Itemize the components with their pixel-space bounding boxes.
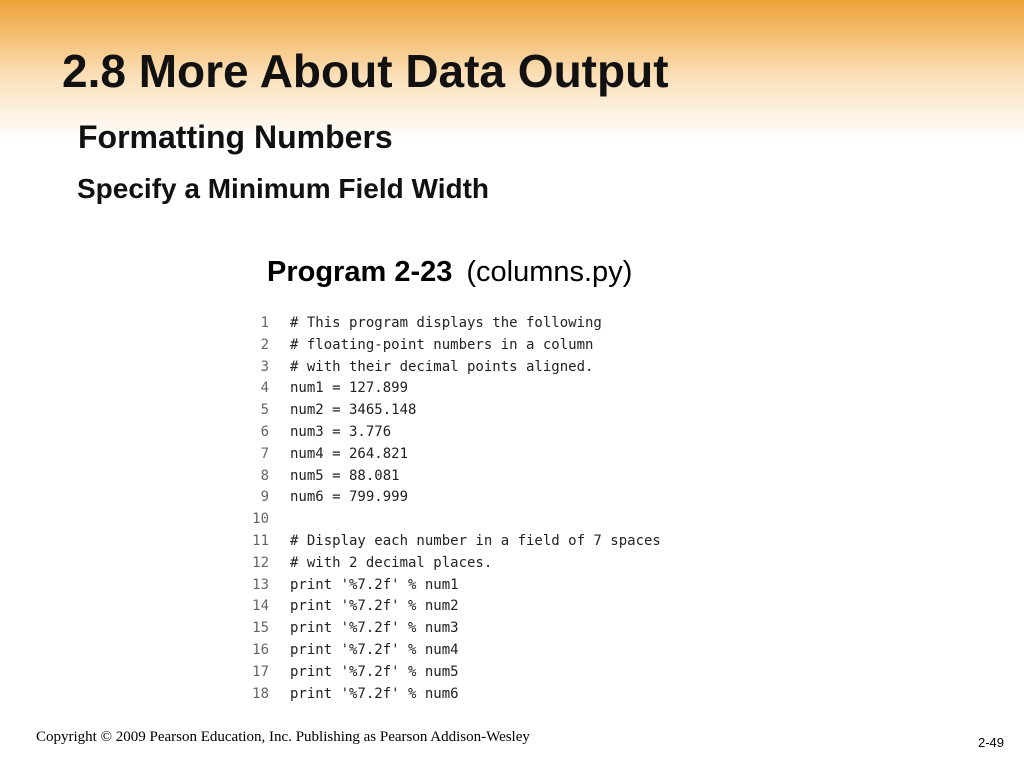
copyright-notice: Copyright © 2009 Pearson Education, Inc. Publishing as Pearson Addison-Wesley xyxy=(36,729,530,745)
line-number: 6 xyxy=(260,423,269,440)
code-line xyxy=(249,422,769,444)
slide-title: 2.8 More About Data Output xyxy=(62,45,669,97)
line-text: # floating-point numbers in a column xyxy=(290,336,594,353)
line-number: 16 xyxy=(252,641,269,658)
line-number: 18 xyxy=(252,685,269,702)
slide-point: Specify a Minimum Field Width xyxy=(77,173,490,204)
code-line xyxy=(249,553,769,575)
line-number: 12 xyxy=(252,554,269,571)
line-text: print '%7.2f' % num4 xyxy=(290,641,459,658)
code-line xyxy=(249,400,769,422)
page-number: 2-49 xyxy=(977,735,1004,750)
line-text: num4 = 264.821 xyxy=(290,445,409,462)
program-caption xyxy=(267,256,632,289)
code-line xyxy=(249,509,769,531)
code-line xyxy=(249,487,769,509)
line-text: print '%7.2f' % num3 xyxy=(290,620,459,637)
line-text: num6 = 799.999 xyxy=(290,489,409,506)
program-file: (columns.py) xyxy=(466,256,633,288)
line-text: # This program displays the following xyxy=(290,315,602,331)
line-text: # Display each number in a field of 7 spaces xyxy=(290,532,661,549)
code-line xyxy=(249,313,769,335)
line-number: 9 xyxy=(260,489,269,506)
code-line xyxy=(249,618,769,640)
line-text: # with their decimal points aligned. xyxy=(290,358,594,375)
line-number: 8 xyxy=(260,467,269,484)
code-line xyxy=(249,444,769,466)
code-line xyxy=(249,357,769,379)
line-number: 7 xyxy=(260,445,269,462)
line-number: 14 xyxy=(252,598,269,615)
line-text: # with 2 decimal places. xyxy=(290,554,493,571)
code-line xyxy=(249,662,769,684)
line-number: 11 xyxy=(252,532,269,549)
line-number: 1 xyxy=(260,315,269,331)
code-line xyxy=(249,378,769,400)
line-number: 15 xyxy=(252,620,269,637)
line-number: 10 xyxy=(252,511,269,528)
program-label: Program 2-23 xyxy=(267,256,453,288)
line-text: num1 = 127.899 xyxy=(290,380,409,397)
line-number: 3 xyxy=(260,358,269,375)
code-listing xyxy=(249,313,769,705)
line-number: 2 xyxy=(260,336,269,353)
line-text: num5 = 88.081 xyxy=(290,467,400,484)
line-text: print '%7.2f' % num6 xyxy=(290,685,459,702)
code-line xyxy=(249,640,769,662)
line-text: print '%7.2f' % num2 xyxy=(290,598,459,615)
line-text: print '%7.2f' % num5 xyxy=(290,663,459,680)
code-line xyxy=(249,531,769,553)
line-text: num2 = 3465.148 xyxy=(290,402,417,419)
line-number: 13 xyxy=(252,576,269,593)
line-number: 5 xyxy=(260,402,269,419)
code-line xyxy=(249,684,769,706)
line-number: 4 xyxy=(260,380,269,397)
code-line xyxy=(249,466,769,488)
line-text: num3 = 3.776 xyxy=(290,423,392,440)
code-line xyxy=(249,335,769,357)
line-number: 17 xyxy=(252,663,269,680)
line-text: print '%7.2f' % num1 xyxy=(290,576,459,593)
code-line xyxy=(249,596,769,618)
slide-subtitle: Formatting Numbers xyxy=(78,119,393,155)
code-line xyxy=(249,575,769,597)
